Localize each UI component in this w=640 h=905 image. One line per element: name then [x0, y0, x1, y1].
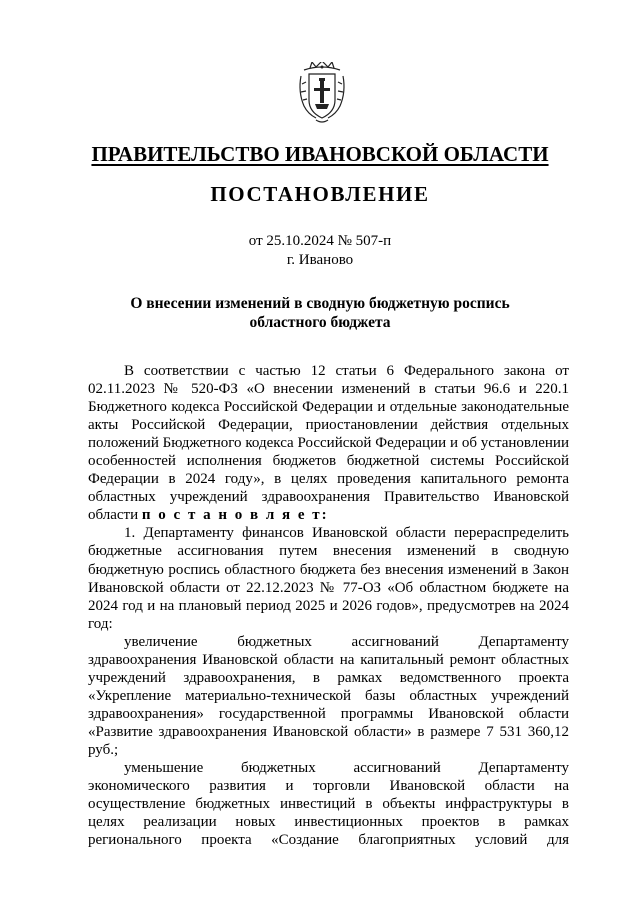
resolves-colon: : [321, 507, 329, 524]
document-body [88, 362, 569, 849]
city: г. Иваново [286, 252, 354, 268]
increase-paragraph: увеличение бюджетных ассигнований Департаменту здравоохранения Ивановской области на капитальный ремонт областных учреждений здравоохранения, в рамках ведомственного проекта «Укрепление материально-технической базы областных учреждений здравоохранения» государственной программы Ивановской области «Развитие здравоохранения Ивановской области» в размере 7 531 360,12 руб.; [88, 633, 569, 758]
preamble-paragraph [88, 362, 569, 524]
resolves-word: п о с т а н о в л я е т [141, 507, 322, 524]
item-1-paragraph: 1. Департаменту финансов Ивановской области перераспределить бюджетные ассигнования путем внесения изменений в сводную бюджетную роспись областного бюджета без внесения изменений в Закон Ивановской области от 22.12.2023 № 77-ОЗ «Об областном бюджете на 2024 год и на плановый период 2025 и 2026 годов», предусмотрев на 2024 год: [88, 525, 569, 632]
subject-line-2: областного бюджета [249, 314, 391, 331]
ivanovo-coat-of-arms-icon [296, 62, 348, 124]
decrease-paragraph: уменьшение бюджетных ассигнований Департаменту экономического развития и торговли Ивановской области на осуществление бюджетных инвестиций в объекты инфраструктуры в целях реализации новых инвестиционных проектов в рамках регионального проекта «Создание благоприятных условий для [88, 760, 569, 849]
preamble-text: В соответствии с частью 12 статьи 6 Федерального закона от 02.11.2023 № 520-ФЗ «О внесении изменений в статьи 96.6 и 220.1 Бюджетного кодекса Российской Федерации и отдельные законодательные акты Российской Федерации, приостановлении действия отдельных положений Бюджетного кодекса Российской Федерации и об установлении особенностей исполнения бюджетов бюджетной системы Российской Федерации в 2024 году», в целях проведения капитального ремонта областных учреждений здравоохранения Правительство Ивановской области [88, 363, 569, 524]
subject-line-1: О внесении изменений в сводную бюджетную роспись [130, 295, 510, 312]
date-number: от 25.10.2024 № 507-п [248, 233, 392, 249]
subject-title [0, 294, 640, 332]
government-name: ПРАВИТЕЛЬСТВО ИВАНОВСКОЙ ОБЛАСТИ [91, 142, 549, 166]
document-type: ПОСТАНОВЛЕНИЕ [210, 182, 430, 206]
